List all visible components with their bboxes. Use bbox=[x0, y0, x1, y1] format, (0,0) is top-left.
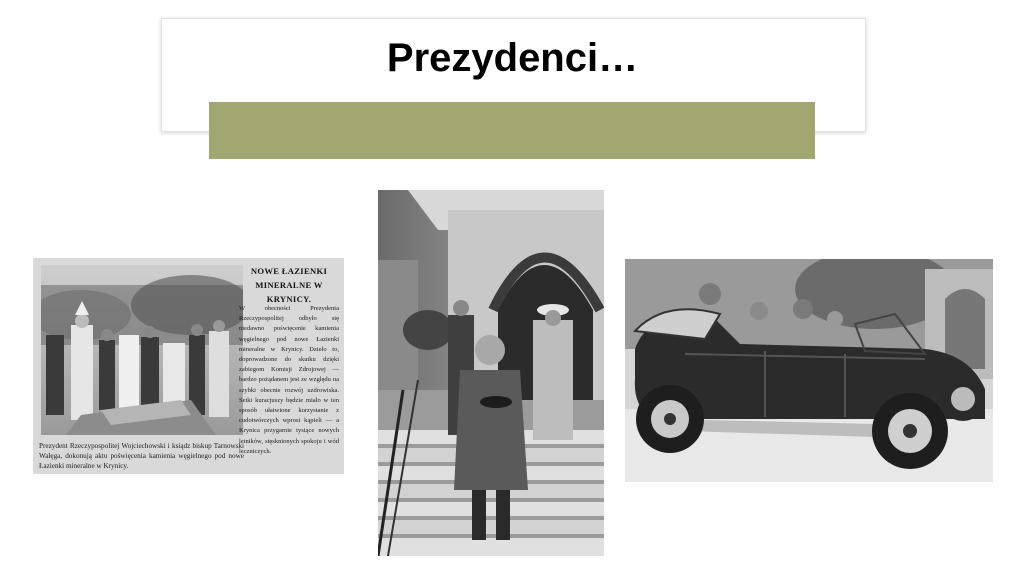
article-body: W obecności Prezydenta Rzeczypospolitej odbyło się niedawno poświęcenie kamienia węgielnego pod nowe Łazienki mineralne w Krynicy. Dzieło to, doprowadzone do skutku dzięki zabiegom Komisji Zdrojowej — bardzo pożądanem jest ze względu na szybki obecnie rozwój uzdrowiska. Setki kuracjuszy będzie miało w ten sposób ułatwione korzystanie z cudotwórczych wprost kąpieli — a Krynica przygarnie tysiące nowych letników, stęsknionych spokoju i wód leczniczych. bbox=[239, 305, 339, 455]
car-scene bbox=[625, 259, 993, 482]
article-headline: NOWE ŁAZIENKI MINERALNE W KRYNICY. bbox=[250, 266, 328, 304]
photo-caption: Prezydent Rzeczypospolitej Wojciechowski i ksiądz biskup Tarnowski Wałęga, dokonują aktu poświęcenia kamienia węgielnego pod nowe Łazienki mineralne w Krynicy. bbox=[39, 442, 244, 470]
newspaper-clipping-photo bbox=[33, 258, 344, 474]
accent-bar bbox=[209, 102, 815, 159]
slide-title: Prezydenci… bbox=[386, 36, 639, 80]
president-stairs-photo bbox=[378, 190, 604, 556]
stairs-scene bbox=[378, 190, 604, 556]
car-photo bbox=[625, 259, 993, 482]
ceremony-photo bbox=[41, 265, 243, 435]
